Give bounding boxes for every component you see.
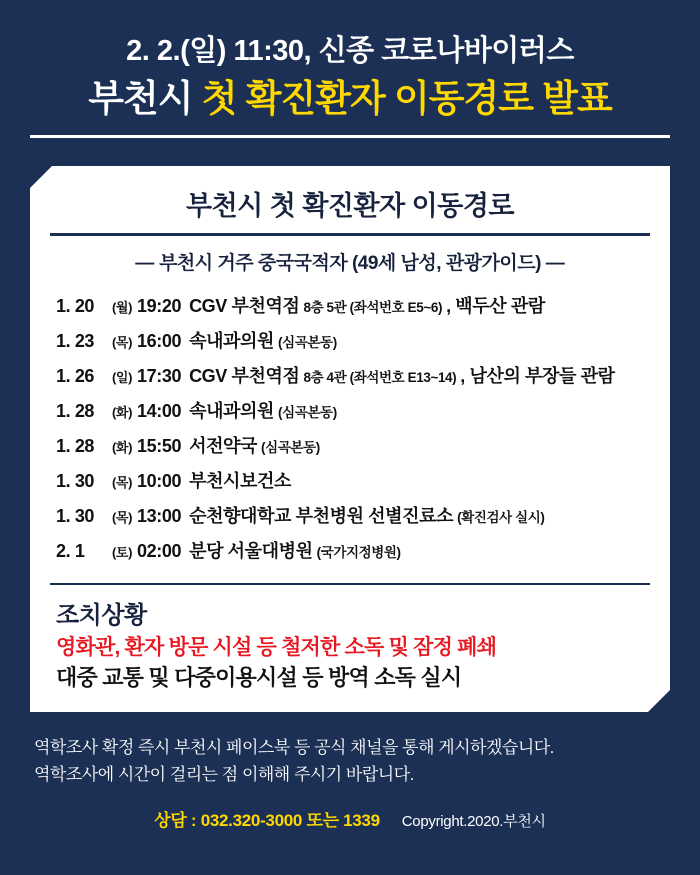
subject-dash-left: — [135,253,155,275]
header-subtitle: 2. 2.(일) 11:30, 신종 코로나바이러스 [126,35,574,67]
route-date: 1. 28 [56,400,95,421]
footer-contact: 상담 : 032.320-3000 또는 1339 [154,810,380,830]
route-time: 19:20 [137,295,182,316]
table-row [56,532,644,567]
route-place: 분당 서울대병원 [189,540,313,561]
route-date: 1. 26 [56,365,95,386]
route-time: 14:00 [137,400,182,421]
table-row [56,392,644,427]
info-card [30,166,670,711]
route-time: 15:50 [137,435,182,456]
route-place: 부천시보건소 [189,470,292,491]
route-note: (심곡본동) [278,334,337,350]
route-place: 속내과의원 [189,330,275,351]
route-date: 1. 20 [56,295,95,316]
route-tail: , 남산의 부장들 관람 [460,365,615,386]
measures-section [30,585,670,711]
route-note: 8층 5관 (좌석번호 E5~6) [303,299,443,315]
footer-copyright: Copyright.2020.부천시 [401,812,546,830]
route-time: 17:30 [137,365,182,386]
card-corner-bottom-right [648,690,670,712]
route-place: 속내과의원 [189,400,275,421]
route-time: 13:00 [137,505,182,526]
measures-title: 조치상황 [56,602,147,630]
route-day: (일) [112,369,133,385]
poster-footer [0,712,700,831]
route-time: 16:00 [137,330,182,351]
route-date: 1. 28 [56,435,95,456]
route-note: (국가지정병원) [316,544,401,560]
route-day: (목) [112,509,133,525]
route-day: (화) [112,439,133,455]
table-row [56,497,644,532]
measures-black-line: 대중 교통 및 다중이용시설 등 방역 소독 실시 [56,665,462,691]
card-title-divider [50,233,650,236]
subject-dash-right: — [545,253,565,275]
route-date: 2. 1 [56,540,85,561]
header-divider [30,135,670,138]
route-place: 순천향대학교 부천병원 선별진료소 [189,505,454,526]
header-title [0,77,700,121]
table-row [56,322,644,357]
table-row [56,462,644,497]
route-note: 8층 4관 (좌석번호 E13~14) [303,369,457,385]
route-date: 1. 30 [56,470,95,491]
route-date: 1. 23 [56,330,95,351]
route-day: (월) [112,299,133,315]
route-place: 서전약국 [189,435,258,456]
table-row [56,287,644,322]
table-row [56,427,644,462]
footer-note-line1: 역학조사 확정 즉시 부천시 페이스북 등 공식 채널을 통해 게시하겠습니다. [34,737,554,757]
route-day: (목) [112,474,133,490]
route-day: (목) [112,334,133,350]
route-place: CGV 부천역점 [189,295,300,316]
poster-header [0,0,700,152]
route-note: (심곡본동) [278,404,337,420]
footer-bottom [34,788,666,831]
route-list [30,285,670,577]
route-date: 1. 30 [56,505,95,526]
header-title-city: 부천시 [88,77,193,119]
route-time: 10:00 [137,470,182,491]
route-tail: , 백두산 관람 [446,295,545,316]
table-row [56,357,644,392]
route-day: (화) [112,404,133,420]
card-corner-top-left [30,166,52,188]
patient-subject [30,248,670,285]
route-day: (토) [112,544,133,560]
footer-note-line2: 역학조사에 시간이 걸리는 점 이해해 주시기 바랍니다. [34,764,414,784]
subject-text: 부천시 거주 중국국적자 (49세 남성, 관광가이드) [159,253,541,275]
route-time: 02:00 [137,540,182,561]
measures-red-line: 영화관, 환자 방문 시설 등 철저한 소독 및 잠정 폐쇄 [56,636,497,660]
route-note: (확진검사 실시) [457,509,545,525]
header-title-highlight: 첫 확진환자 이동경로 발표 [201,77,612,119]
route-place: CGV 부천역점 [189,365,300,386]
route-note: (심곡본동) [261,439,320,455]
card-title: 부천시 첫 확진환자 이동경로 [186,191,514,222]
